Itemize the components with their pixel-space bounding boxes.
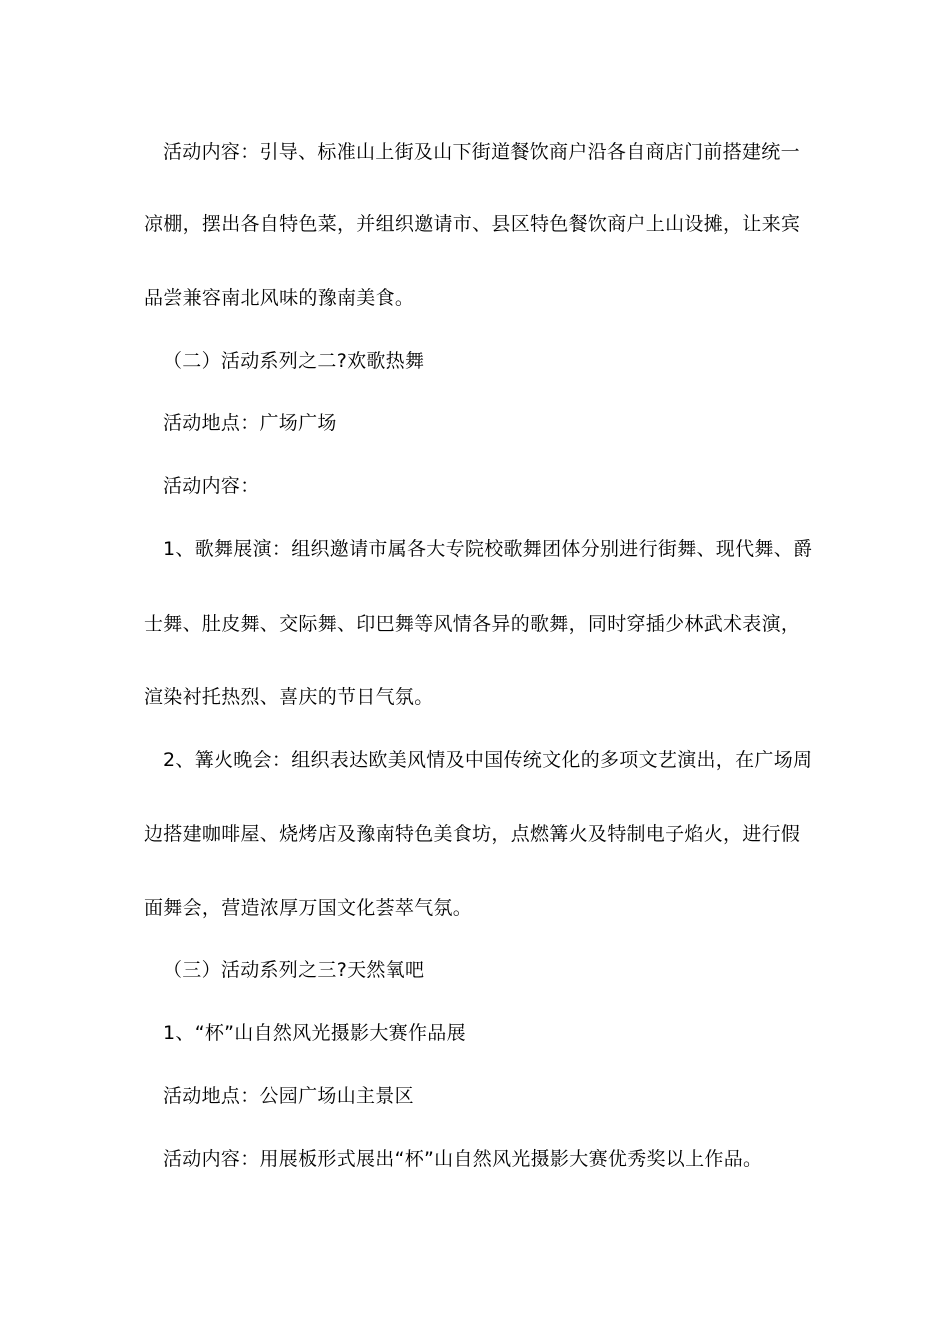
paragraph-line: 边搭建咖啡屋、烧烤店及豫南特色美食坊，点燃篝火及特制电子焰火，进行假 [144, 823, 801, 845]
paragraph-line: 面舞会，营造浓厚万国文化荟萃气氛。 [144, 897, 473, 919]
paragraph-line: 凉棚，摆出各自特色菜，并组织邀请市、县区特色餐饮商户上山设摊，让来宾 [144, 213, 801, 235]
paragraph-line: 渲染衬托热烈、喜庆的节日气氛。 [144, 686, 434, 708]
section-heading: （二）活动系列之二?欢歌热舞 [163, 350, 425, 372]
paragraph-line: 活动内容：引导、标准山上街及山下街道餐饮商户沿各自商店门前搭建统一 [163, 141, 800, 163]
paragraph-line: 士舞、肚皮舞、交际舞、印巴舞等风情各异的歌舞，同时穿插少林武术表演， [144, 613, 801, 635]
paragraph-line: 活动地点：公园广场山主景区 [163, 1085, 414, 1107]
paragraph-line: 1、歌舞展演：组织邀请市属各大专院校歌舞团体分别进行街舞、现代舞、爵 [163, 538, 813, 560]
paragraph-line: 活动内容： [163, 475, 260, 497]
paragraph-line: 2、篝火晚会：组织表达欧美风情及中国传统文化的多项文艺演出，在广场周 [163, 749, 813, 771]
paragraph-line: 活动地点：广场广场 [163, 412, 337, 434]
section-heading: （三）活动系列之三?天然氧吧 [163, 959, 425, 981]
paragraph-line: 品尝兼容南北风味的豫南美食。 [144, 287, 415, 309]
paragraph-line: 活动内容：用展板形式展出“杯”山自然风光摄影大赛优秀奖以上作品。 [163, 1148, 763, 1170]
paragraph-line: 1、“杯”山自然风光摄影大赛作品展 [163, 1022, 466, 1044]
